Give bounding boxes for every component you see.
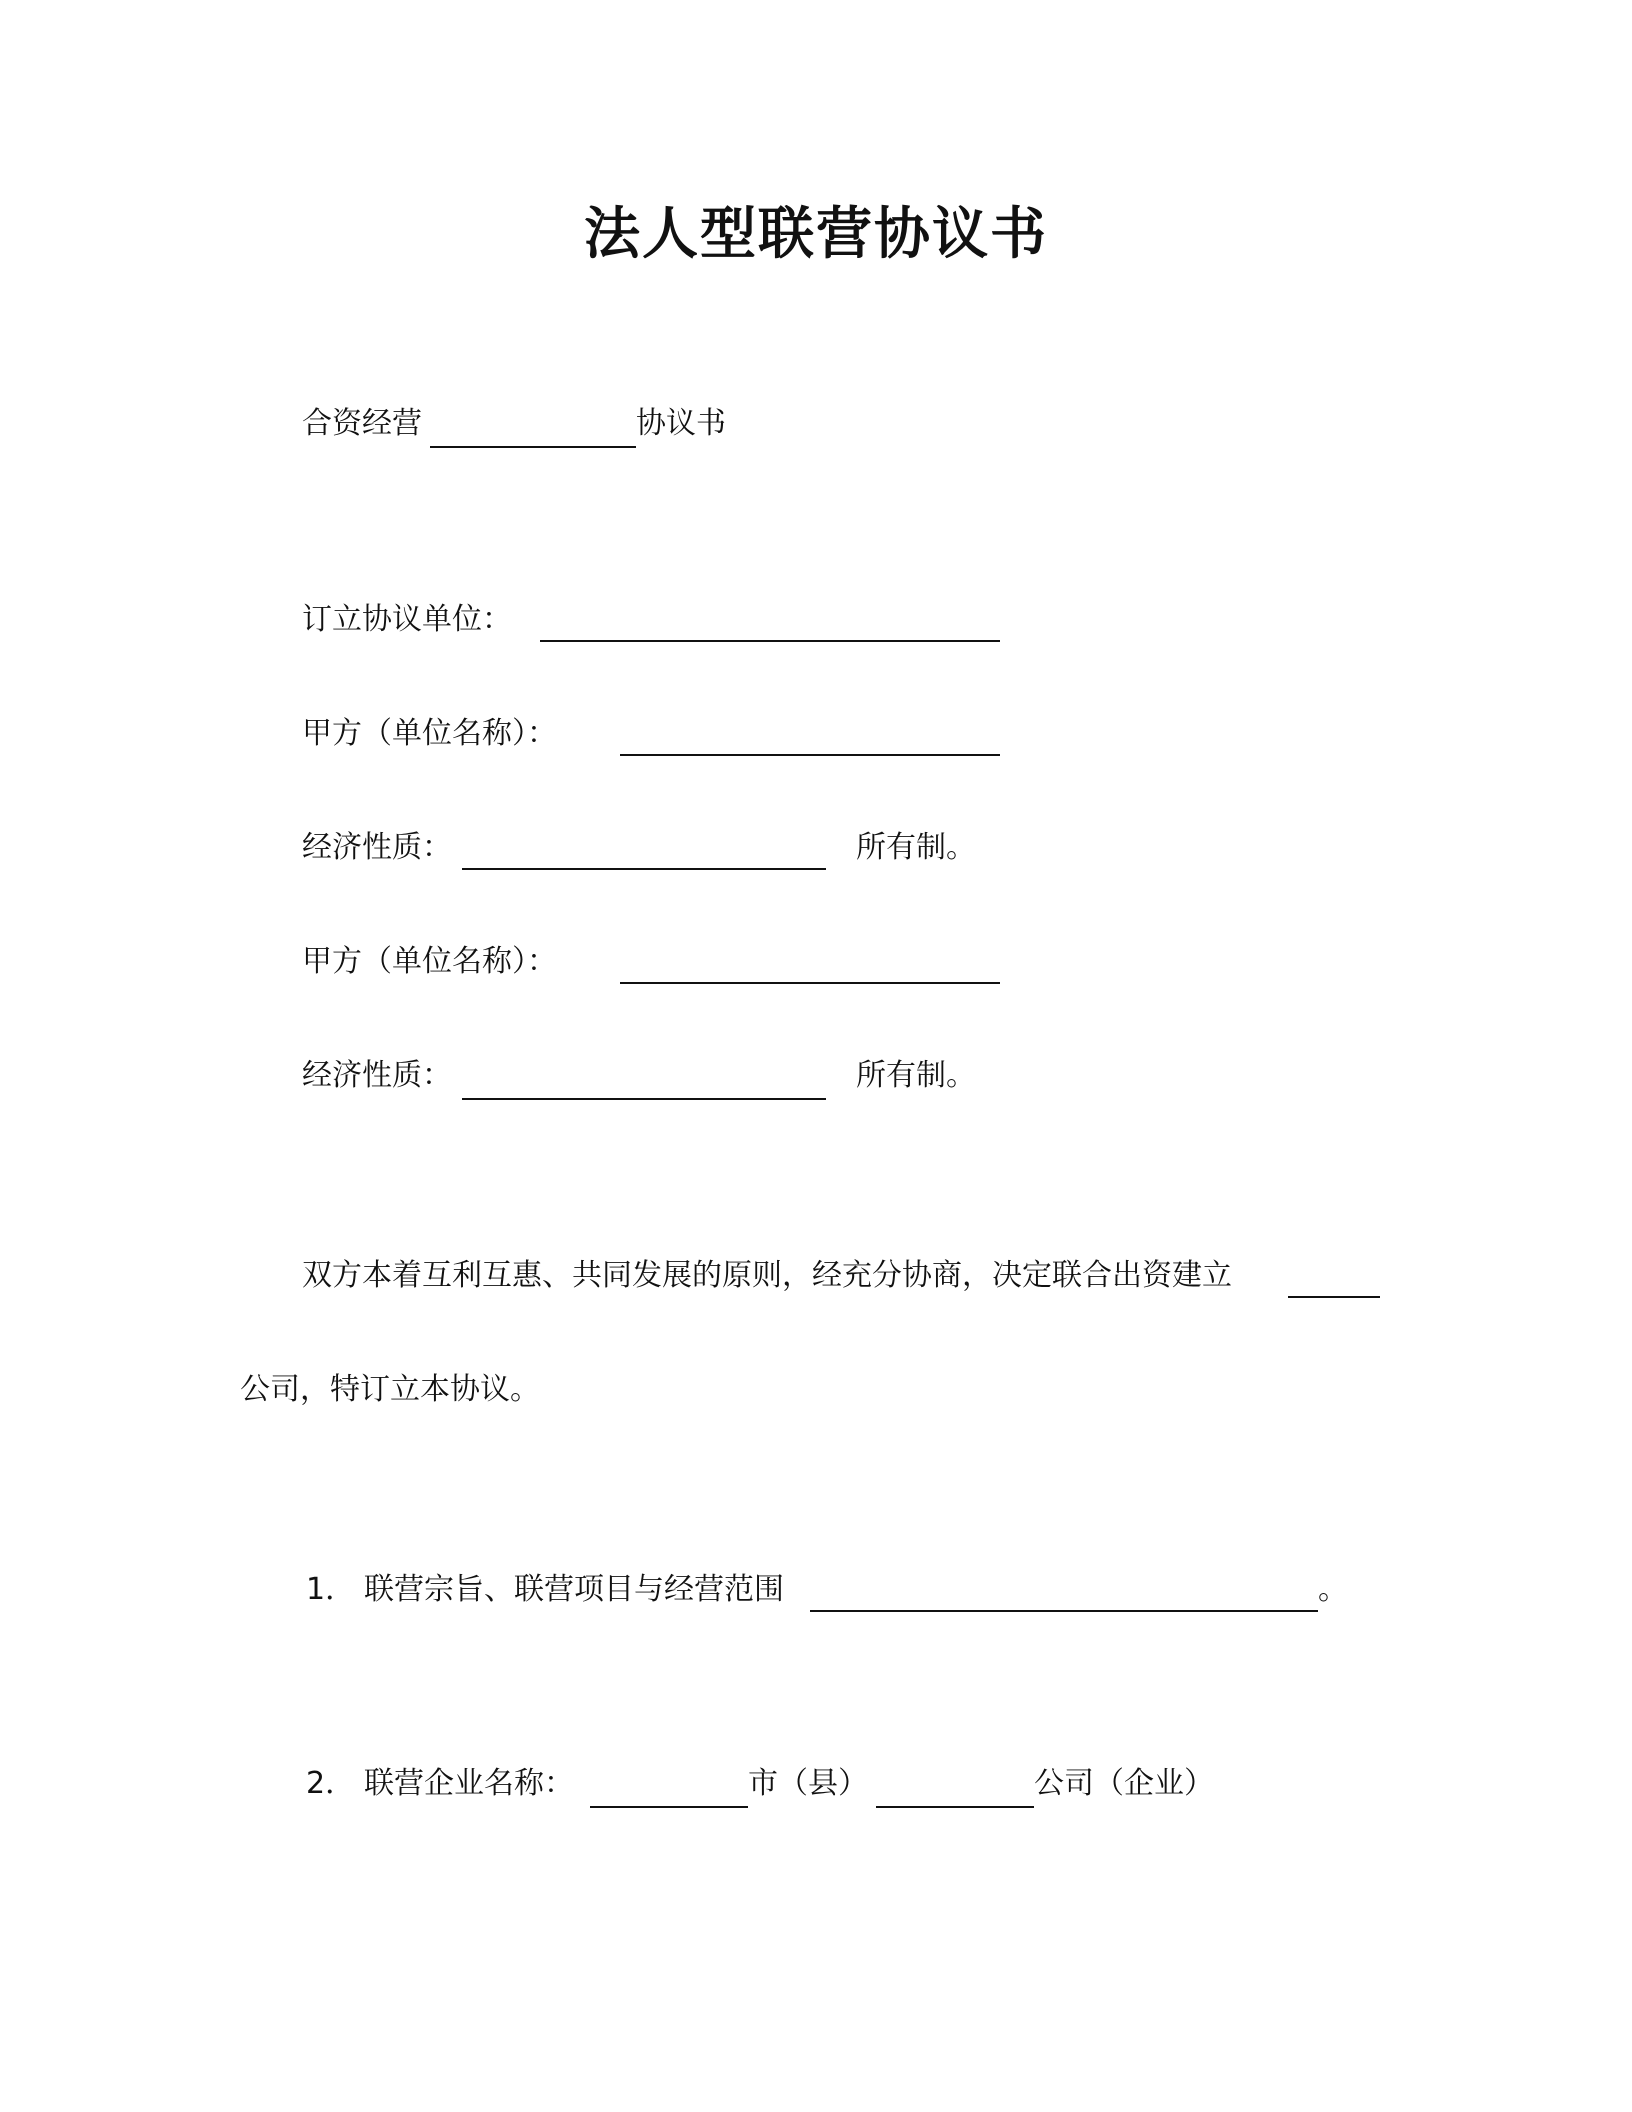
clause2-company-blank <box>876 1806 1034 1808</box>
parties-blank <box>540 640 1000 642</box>
party-a-label: 甲方（单位名称）： <box>302 716 557 751</box>
economic-nature-blank <box>462 868 826 870</box>
parties-label: 订立协议单位： <box>302 602 512 637</box>
clause2-company: 公司（企业） <box>1034 1766 1214 1801</box>
ownership-suffix-2: 所有制。 <box>856 1058 976 1093</box>
preamble-company-blank <box>1288 1296 1380 1298</box>
ownership-suffix: 所有制。 <box>856 830 976 865</box>
clause2-city-blank <box>590 1806 748 1808</box>
party-a-blank <box>620 754 1000 756</box>
clause1-blank <box>810 1610 1318 1612</box>
clause2-city: 市（县） <box>748 1766 868 1801</box>
clause2-number: 2． <box>306 1766 356 1801</box>
clause2-label: 联营企业名称： <box>364 1766 574 1801</box>
clause1-end: 。 <box>1318 1572 1348 1607</box>
party-b-label: 甲方（单位名称）： <box>302 944 557 979</box>
economic-nature-blank-2 <box>462 1098 826 1100</box>
subtitle-blank <box>430 446 636 448</box>
preamble-line2: 公司，特订立本协议。 <box>240 1372 540 1407</box>
party-b-blank <box>620 982 1000 984</box>
economic-nature-label-2: 经济性质： <box>302 1058 452 1093</box>
document-title: 法人型联营协议书 <box>584 202 1048 267</box>
economic-nature-label: 经济性质： <box>302 830 452 865</box>
clause1-text: 联营宗旨、联营项目与经营范围 <box>364 1572 784 1607</box>
subtitle-suffix: 协议书 <box>636 406 726 441</box>
clause1-number: 1． <box>306 1572 356 1607</box>
subtitle-prefix: 合资经营 <box>302 406 422 441</box>
preamble-line1: 双方本着互利互惠、共同发展的原则，经充分协商，决定联合出资建立 <box>302 1258 1232 1293</box>
